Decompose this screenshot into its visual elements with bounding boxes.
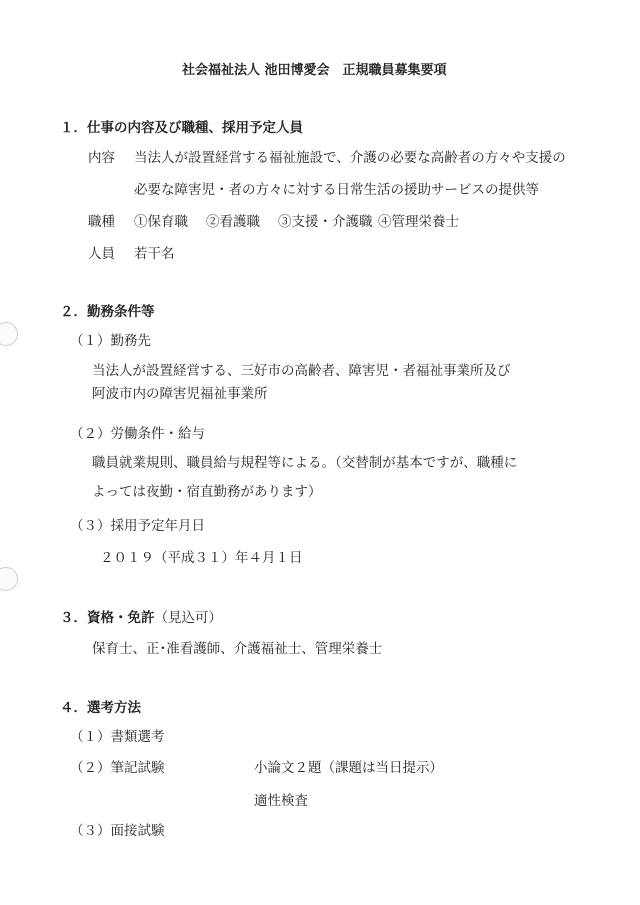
job-item-2: ②看護職 bbox=[206, 214, 260, 230]
conditions-line-1: 職員就業規則、職員給与規程等による。（交替制が基本ですが、職種に bbox=[92, 455, 518, 471]
conditions-line-2: よっては夜勤・宿直勤務があります） bbox=[92, 484, 322, 500]
people-value: 若干名 bbox=[134, 246, 175, 262]
selection-item-2-detail-2: 適性検査 bbox=[254, 793, 308, 809]
selection-item-1: （１）書類選考 bbox=[70, 729, 165, 745]
qualifications-value: 保育士、正･准看護師、介護福祉士、管理栄養士 bbox=[92, 641, 383, 657]
binder-hole-upper bbox=[0, 322, 18, 346]
job-item-4: ④管理栄養士 bbox=[378, 214, 459, 230]
selection-item-2: （２）筆記試験 bbox=[70, 760, 165, 776]
job-item-3: ③支援・介護職 bbox=[278, 214, 373, 230]
binder-hole-lower bbox=[0, 567, 18, 591]
section3-heading-note: （見込可） bbox=[154, 610, 222, 626]
section3-heading-row bbox=[60, 612, 222, 626]
jobs-label: 職種 bbox=[88, 214, 115, 230]
content-line-2: 必要な障害児・者の方々に対する日常生活の援助サービスの提供等 bbox=[134, 182, 539, 198]
workplace-line-1: 当法人が設置経営する、三好市の高齢者、障害児・者福祉事業所及び bbox=[92, 363, 511, 379]
page-title: 社会福祉法人 池田博愛会 正規職員募集要項 bbox=[182, 63, 447, 78]
conditions-label: （２）労働条件・給与 bbox=[70, 426, 205, 442]
job-item-1: ①保育職 bbox=[134, 214, 188, 230]
workplace-line-2: 阿波市内の障害児福祉事業所 bbox=[92, 386, 268, 402]
selection-item-3: （３）面接試験 bbox=[70, 823, 165, 839]
people-label: 人員 bbox=[88, 246, 115, 262]
section3-heading: ３．資格・免許 bbox=[60, 610, 155, 626]
section1-heading: １．仕事の内容及び職種、採用予定人員 bbox=[60, 120, 303, 136]
section2-heading: ２．勤務条件等 bbox=[60, 304, 155, 320]
workplace-label: （１）勤務先 bbox=[70, 333, 151, 349]
content-line-1: 当法人が設置経営する福祉施設で、介護の必要な高齢者の方々や支援の bbox=[134, 150, 566, 166]
start-date-label: （３）採用予定年月日 bbox=[70, 518, 205, 534]
section4-heading: ４．選考方法 bbox=[60, 700, 141, 716]
selection-item-2-detail-1: 小論文２題（課題は当日提示） bbox=[254, 760, 443, 776]
content-label: 内容 bbox=[88, 150, 115, 166]
start-date-value: ２０１９（平成３１）年４月１日 bbox=[100, 550, 303, 566]
